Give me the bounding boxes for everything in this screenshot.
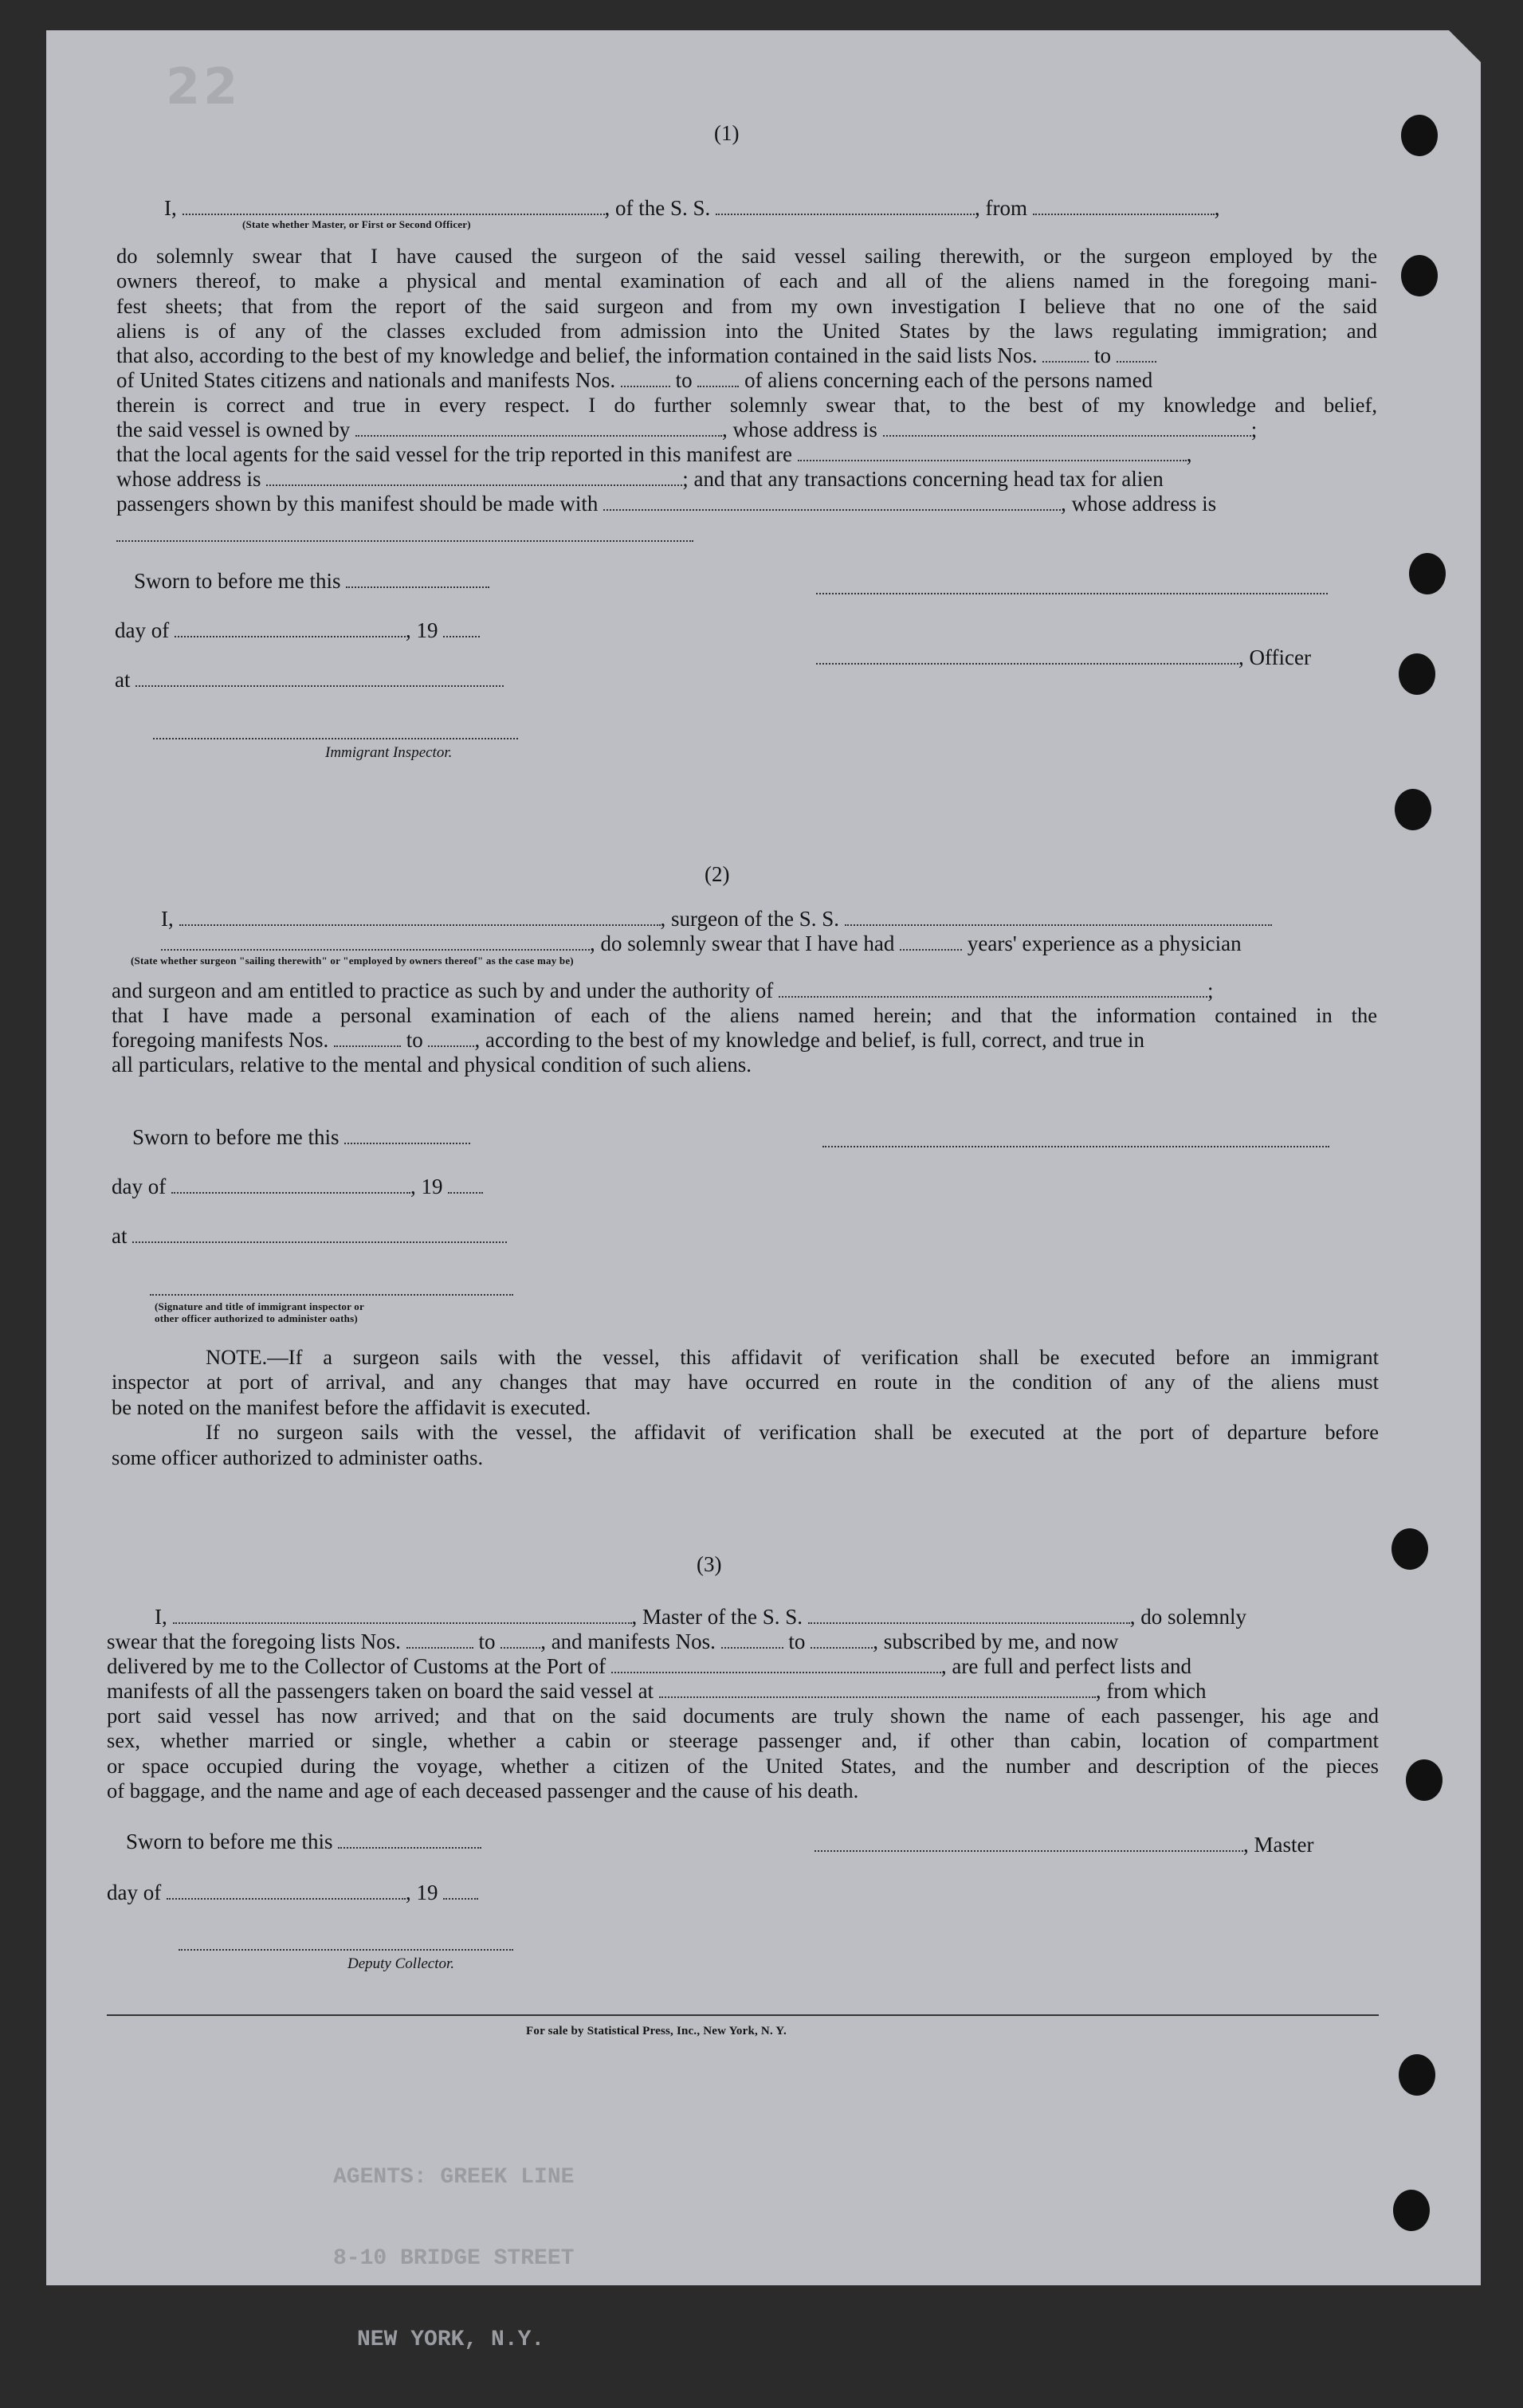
s3-l2-c: , and manifests Nos. [540,1630,716,1653]
agent-stamp [237,2110,574,2408]
s1-line12 [116,492,1216,516]
s2-at [112,1224,507,1249]
surgeon-status-field[interactable] [161,933,590,951]
s1-l6-a: that also, according to the best of my knowledge and belief, the information contained in the said lists Nos. [116,343,1038,367]
s3-l2-e: , subscribed by me, and now [873,1630,1119,1653]
s2-at-label: at [112,1224,128,1248]
s1-officer-label: , Officer [1238,645,1311,669]
s1-signature-line[interactable] [816,593,1328,594]
inspector-signature-line[interactable] [153,738,518,739]
lists-to-field[interactable] [1117,345,1156,363]
s3-dayof [107,1881,478,1905]
s1-body [116,244,1377,344]
s1-at-field[interactable] [135,669,504,687]
s3-l4-b: , from which [1095,1679,1207,1703]
section3-number: (3) [697,1552,722,1576]
agents-address-field[interactable] [266,469,682,486]
s2-caption2-a: (Signature and title of immigrant inspector or [155,1300,364,1312]
s1-body-line: therein is correct and true in every respect. I do further solemnly swear that, to the best of my knowledge and belief, [116,393,1377,417]
note-line: inspector at port of arrival, and any changes that may have occurred en route in the condition of any of the aliens must [112,1370,1379,1394]
s1-caption: (State whether Master, or First or Second Officer) [242,218,471,230]
s1-l12-b: , whose address is [1061,492,1217,516]
s1-l9-c: ; [1250,418,1258,441]
s1-line1 [164,196,1220,221]
s2-l2-a: , do solemnly swear that I have had [590,931,895,955]
torn-corner [1449,30,1481,62]
section2-number: (2) [705,862,730,886]
s2-body-line: that I have made a personal examination of each of the aliens named herein; and that the information contained in the [112,1003,1377,1027]
s1-line10 [116,442,1191,467]
manifests-from-field[interactable] [621,370,670,387]
s1-body-line: aliens is of any of the classes excluded from admission into the United States by the laws regulating immigration; and [116,319,1377,343]
s2-l3-b: ; [1207,978,1214,1002]
s3-body-line: or space occupied during the voyage, whether a citizen of the United States, and the number and description of the pieces [107,1753,1379,1778]
s3-line1 [155,1605,1246,1630]
s1-sworn [134,569,489,594]
s1-l1-a: I, [164,196,177,220]
s3-lists-from-field[interactable] [406,1631,473,1649]
s1-l7-a: of United States citizens and nationals and manifests Nos. [116,368,616,392]
s3-line2 [107,1630,1118,1654]
s3-sworn-date-field[interactable] [338,1831,481,1849]
s2-manifests-to-field[interactable] [428,1029,474,1047]
s1-sworn-label: Sworn to before me this [134,569,341,593]
owner-field[interactable] [355,419,722,437]
s3-sworn [126,1830,481,1854]
s1-officer-field[interactable] [816,647,1238,665]
s2-line1 [161,907,1272,931]
s2-sworn-date-field[interactable] [344,1127,470,1144]
s3-l1-b: , Master of the S. S. [631,1605,803,1629]
s3-body-line: of baggage, and the name and age of each deceased passenger and the cause of his death. [107,1779,859,1803]
s2-inspector-line[interactable] [150,1294,513,1296]
s1-year-field[interactable] [443,620,480,637]
s2-l5-c: , according to the best of my knowledge and belief, is full, correct, and true in [474,1028,1144,1052]
s3-l1-c: , do solemnly [1129,1605,1246,1629]
s3-body-line: port said vessel has now arrived; and that on the said documents are truly shown the name of each passenger, his age and [107,1704,1379,1728]
section1-number: (1) [714,121,740,145]
s3-l3-a: delivered by me to the Collector of Customs at the Port of [107,1654,606,1678]
s1-l11-b: ; and that any transactions concerning head tax for alien [682,467,1164,491]
s2-l1-b: , surgeon of the S. S. [660,907,840,931]
s3-body [107,1704,1379,1804]
s1-line6 [116,343,1156,368]
s3-l1-a: I, [155,1605,167,1629]
s3-l4-a: manifests of all the passengers taken on board the said vessel at [107,1679,654,1703]
s2-note [112,1345,1379,1470]
s1-l7-c: of aliens concerning each of the persons named [744,368,1153,392]
s3-line4 [107,1679,1207,1704]
inspector-caption: Immigrant Inspector. [325,744,453,761]
s1-line11 [116,467,1164,492]
punch-hole [1399,653,1435,695]
s2-at-field[interactable] [132,1226,507,1243]
s3-l2-b: to [478,1630,496,1653]
s2-line2 [161,931,1242,956]
punch-hole [1409,553,1446,594]
from-port-field[interactable] [1033,198,1215,215]
s1-l1-b: , of the S. S. [604,196,711,220]
lists-from-field[interactable] [1042,345,1089,363]
collector-signature-line[interactable] [179,1949,513,1951]
footer-text: For sale by Statistical Press, Inc., New York, N. Y. [526,2025,787,2037]
s2-sworn [132,1125,470,1150]
s3-dayof-label: day of [107,1881,162,1904]
punch-hole [1392,1528,1428,1570]
ship-name-field[interactable] [716,198,975,215]
s3-l2-d: to [788,1630,806,1653]
surgeon-name-field[interactable] [179,908,661,926]
s3-l3-b: , are full and perfect lists and [940,1654,1192,1678]
s3-master-signature-field[interactable] [814,1834,1243,1852]
s1-l9-b: , whose address is [721,418,877,441]
s2-ship-field[interactable] [845,908,1272,926]
s1-body-line: owners thereof, to make a physical and mental examination of each and all of the aliens named in the foregoing mani- [116,269,1377,293]
s3-body-line: sex, whether married or single, whether a cabin or steerage passenger and, if other than cabin, location of compartment [107,1728,1379,1753]
local-agents-field[interactable] [798,444,1187,461]
note-line: NOTE.—If a surgeon sails with the vessel, this affidavit of verification shall be executed before an immigrant [206,1345,1379,1369]
manifests-to-field[interactable] [697,370,739,387]
stamp-line: NEW YORK, N.Y. [357,2328,545,2352]
s1-dayof [115,618,480,643]
s1-line8 [116,393,1377,418]
punch-hole [1399,2054,1435,2096]
s2-l5-b: to [406,1028,423,1052]
s2-year-label: , 19 [410,1175,443,1198]
s2-year-field[interactable] [448,1176,483,1194]
s3-year-field[interactable] [443,1882,478,1900]
s2-manifests-from-field[interactable] [334,1029,401,1047]
head-tax-address-line[interactable] [116,540,693,542]
s2-l2-b: years' experience as a physician [967,931,1242,955]
s2-line3 [112,978,1214,1003]
s2-line5 [112,1028,1144,1053]
punch-hole [1401,115,1438,156]
s2-month-field[interactable] [171,1176,410,1194]
s1-l7-b: to [675,368,693,392]
s1-officer [816,645,1311,670]
stamp-line: AGENTS: GREEK LINE [333,2165,575,2190]
s2-sworn-label: Sworn to before me this [132,1125,340,1149]
page-number: 22 [166,57,241,116]
s1-l1-c: , from [975,196,1027,220]
s1-line7 [116,368,1152,393]
s3-month-field[interactable] [167,1882,406,1900]
punch-hole [1406,1759,1443,1801]
s1-l10-a: that the local agents for the said vessel for the trip reported in this manifest are [116,442,792,466]
authority-field[interactable] [779,980,1207,998]
s3-master-field[interactable] [173,1606,632,1624]
footer-rule [107,2014,1379,2016]
punch-hole [1401,255,1438,296]
s3-lists-to-field[interactable] [500,1631,540,1649]
punch-hole [1393,2190,1430,2231]
s2-l3-a: and surgeon and am entitled to practice as such by and under the authority of [112,978,774,1002]
manifest-sheet [46,30,1481,2352]
s2-caption2-b: other officer authorized to administer oaths) [155,1312,358,1324]
s3-ship-field[interactable] [808,1606,1130,1624]
s3-sworn-label: Sworn to before me this [126,1830,333,1853]
s1-l10-b: , [1186,442,1192,466]
s3-port-field[interactable] [611,1656,941,1673]
s1-at [115,668,504,692]
note-line: some officer authorized to administer oaths. [112,1445,484,1469]
s1-month-field[interactable] [175,620,406,637]
s3-l2-a: swear that the foregoing lists Nos. [107,1630,401,1653]
years-field[interactable] [900,933,962,951]
note-line: be noted on the manifest before the affidavit is executed. [112,1394,591,1419]
owner-address-field[interactable] [883,419,1251,437]
s1-body-line: fest sheets; that from the report of the said surgeon and from my own investigation I believe that no one of the said [116,293,1377,318]
collector-caption: Deputy Collector. [347,1955,455,1972]
s2-dayof-label: day of [112,1175,167,1198]
s1-l6-b: to [1093,343,1111,367]
s3-master-sign [814,1833,1313,1857]
master-name-field[interactable] [183,198,605,215]
s2-line6: all particulars, relative to the mental and physical condition of such aliens. [112,1053,752,1077]
s2-signature-line[interactable] [822,1146,1329,1147]
s2-line4 [112,1003,1377,1028]
s2-l1-a: I, [161,907,174,931]
s1-year-label: , 19 [405,618,438,642]
s3-master-label: , Master [1243,1833,1314,1857]
head-tax-field[interactable] [603,493,1061,511]
stamp-line: 8-10 BRIDGE STREET [333,2246,575,2271]
s3-line3 [107,1654,1191,1679]
s3-manifests-from-field[interactable] [721,1631,783,1649]
s3-boarding-port-field[interactable] [659,1681,1096,1698]
s1-l1-d: , [1214,196,1220,220]
s3-manifests-to-field[interactable] [811,1631,873,1649]
s1-l9-a: the said vessel is owned by [116,418,351,441]
s1-l11-a: whose address is [116,467,261,491]
s2-dayof [112,1175,483,1199]
s1-line9 [116,418,1257,442]
s1-dayof-label: day of [115,618,170,642]
s2-l5-a: foregoing manifests Nos. [112,1028,329,1052]
s2-caption: (State whether surgeon "sailing therewith" or "employed by owners thereof" as the case may be) [131,955,574,967]
s1-l12-a: passengers shown by this manifest should be made with [116,492,599,516]
s1-sworn-date-field[interactable] [346,571,489,588]
s1-body-line: do solemnly swear that I have caused the surgeon of the said vessel sailing therewith, or the surgeon employed by the [116,244,1377,268]
note-line: If no surgeon sails with the vessel, the affidavit of verification shall be executed at the port of departure before [206,1420,1379,1445]
s1-at-label: at [115,668,131,692]
punch-hole [1395,789,1431,830]
s3-year-label: , 19 [405,1881,438,1904]
